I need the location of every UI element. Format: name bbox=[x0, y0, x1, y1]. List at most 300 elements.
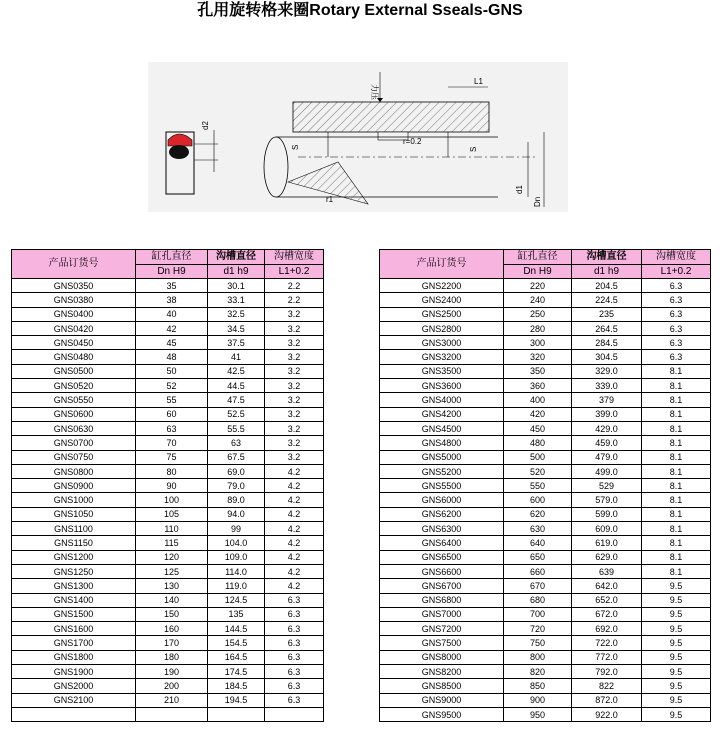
cell-groove: 339.0 bbox=[572, 379, 642, 393]
cell-groove: 32.5 bbox=[208, 307, 265, 321]
cell-groove: 224.5 bbox=[572, 293, 642, 307]
cell-code: GNS1250 bbox=[12, 564, 136, 578]
cell-bore: 480 bbox=[504, 436, 572, 450]
cell-width: 9.5 bbox=[642, 679, 711, 693]
cell-groove: 579.0 bbox=[572, 493, 642, 507]
cell-code: GNS4800 bbox=[380, 436, 504, 450]
table-row bbox=[380, 321, 711, 335]
cell-bore: 38 bbox=[136, 293, 208, 307]
header-groove-cn: 沟槽直径 bbox=[572, 250, 642, 265]
header-bore-cn: 缸孔直径 bbox=[504, 250, 572, 265]
cell-width: 4.2 bbox=[265, 579, 324, 593]
cell-groove: 379 bbox=[572, 393, 642, 407]
cell-code: GNS7200 bbox=[380, 622, 504, 636]
cell-groove: 459.0 bbox=[572, 436, 642, 450]
cell-groove: 235 bbox=[572, 307, 642, 321]
cell-width: 8.1 bbox=[642, 407, 711, 421]
spec-table-left bbox=[11, 249, 324, 722]
technical-drawing bbox=[148, 62, 568, 212]
cell-bore: 160 bbox=[136, 622, 208, 636]
cell-width: 9.5 bbox=[642, 650, 711, 664]
cell-bore: 950 bbox=[504, 707, 572, 721]
cell-width: 8.1 bbox=[642, 550, 711, 564]
cell-bore: 210 bbox=[136, 693, 208, 707]
cell-width: 4.2 bbox=[265, 564, 324, 578]
table-row bbox=[380, 407, 711, 421]
cell-width: 6.3 bbox=[642, 336, 711, 350]
cell-code: GNS0350 bbox=[12, 279, 136, 293]
table-row bbox=[12, 650, 324, 664]
cell-bore: 850 bbox=[504, 679, 572, 693]
table-row bbox=[12, 293, 324, 307]
cell-code: GNS5500 bbox=[380, 479, 504, 493]
header-groove-sym: d1 h9 bbox=[208, 265, 265, 279]
cell-width: 3.2 bbox=[265, 393, 324, 407]
cell-groove: 33.1 bbox=[208, 293, 265, 307]
table-row bbox=[12, 450, 324, 464]
cell-width: 8.1 bbox=[642, 464, 711, 478]
cell-bore: 40 bbox=[136, 307, 208, 321]
cell-code: GNS2100 bbox=[12, 693, 136, 707]
cell-width: 3.2 bbox=[265, 407, 324, 421]
cell-bore: 660 bbox=[504, 564, 572, 578]
table-row bbox=[12, 522, 324, 536]
cell-groove: 52.5 bbox=[208, 407, 265, 421]
cell-code: GNS9500 bbox=[380, 707, 504, 721]
table-row bbox=[12, 607, 324, 621]
cell-bore: 450 bbox=[504, 421, 572, 435]
table-row bbox=[12, 364, 324, 378]
table-row bbox=[380, 450, 711, 464]
header-width-cn: 沟槽宽度 bbox=[265, 250, 324, 265]
cell-width: 6.3 bbox=[642, 307, 711, 321]
cell-bore: 350 bbox=[504, 364, 572, 378]
dn-label: Dn bbox=[533, 196, 542, 207]
cell-width: 9.5 bbox=[642, 693, 711, 707]
cell-bore: 150 bbox=[136, 607, 208, 621]
cell-bore: 800 bbox=[504, 650, 572, 664]
cell-groove: 619.0 bbox=[572, 536, 642, 550]
cell-code: GNS6700 bbox=[380, 579, 504, 593]
cell-bore: 110 bbox=[136, 522, 208, 536]
table-row bbox=[12, 336, 324, 350]
cell-width: 6.3 bbox=[265, 693, 324, 707]
header-width-cn: 沟槽宽度 bbox=[642, 250, 711, 265]
cell-code: GNS2800 bbox=[380, 321, 504, 335]
table-row bbox=[380, 279, 711, 293]
cell-width: 6.3 bbox=[642, 293, 711, 307]
cell-code: GNS5000 bbox=[380, 450, 504, 464]
cell-groove: 772.0 bbox=[572, 650, 642, 664]
cell-bore: 670 bbox=[504, 579, 572, 593]
cell-bore bbox=[136, 707, 208, 721]
cell-code: GNS4500 bbox=[380, 421, 504, 435]
cell-bore: 680 bbox=[504, 593, 572, 607]
table-row bbox=[380, 679, 711, 693]
table-row bbox=[12, 636, 324, 650]
s-right-label: S bbox=[469, 146, 478, 152]
housing-section bbox=[293, 102, 538, 157]
cell-code bbox=[12, 707, 136, 721]
cell-width: 6.3 bbox=[642, 279, 711, 293]
pressure-label: 力压 bbox=[370, 84, 379, 100]
cell-width: 3.2 bbox=[265, 436, 324, 450]
header-groove-sym: d1 h9 bbox=[572, 265, 642, 279]
cell-width bbox=[265, 707, 324, 721]
cell-bore: 140 bbox=[136, 593, 208, 607]
cell-bore: 620 bbox=[504, 507, 572, 521]
table-row bbox=[12, 536, 324, 550]
cell-code: GNS6300 bbox=[380, 522, 504, 536]
cell-width: 8.1 bbox=[642, 450, 711, 464]
cell-width: 3.2 bbox=[265, 364, 324, 378]
cell-bore: 120 bbox=[136, 550, 208, 564]
cell-bore: 820 bbox=[504, 665, 572, 679]
cell-width: 9.5 bbox=[642, 622, 711, 636]
table-row bbox=[380, 665, 711, 679]
cell-bore: 55 bbox=[136, 393, 208, 407]
cell-width: 6.3 bbox=[265, 650, 324, 664]
cell-groove: 109.0 bbox=[208, 550, 265, 564]
table-row bbox=[380, 607, 711, 621]
table-row bbox=[380, 307, 711, 321]
table-row bbox=[12, 436, 324, 450]
d2-label: d2 bbox=[201, 121, 210, 130]
cell-code: GNS3000 bbox=[380, 336, 504, 350]
cell-width: 4.2 bbox=[265, 522, 324, 536]
cell-width: 8.1 bbox=[642, 479, 711, 493]
cell-bore: 550 bbox=[504, 479, 572, 493]
header-width-sym: L1+0.2 bbox=[642, 265, 711, 279]
cell-groove: 479.0 bbox=[572, 450, 642, 464]
cell-width: 9.5 bbox=[642, 607, 711, 621]
cell-groove: 399.0 bbox=[572, 407, 642, 421]
cell-code: GNS0500 bbox=[12, 364, 136, 378]
cell-groove: 692.0 bbox=[572, 622, 642, 636]
header-bore-sym: Dn H9 bbox=[504, 265, 572, 279]
table-row bbox=[380, 493, 711, 507]
table-row bbox=[380, 293, 711, 307]
cell-bore: 115 bbox=[136, 536, 208, 550]
cell-width: 2.2 bbox=[265, 279, 324, 293]
table-row bbox=[12, 679, 324, 693]
cell-groove: 922.0 bbox=[572, 707, 642, 721]
cell-code: GNS0380 bbox=[12, 293, 136, 307]
cell-code: GNS3500 bbox=[380, 364, 504, 378]
r02-label: r=0.2 bbox=[403, 137, 422, 146]
table-row bbox=[380, 536, 711, 550]
cell-width: 3.2 bbox=[265, 379, 324, 393]
cell-bore: 420 bbox=[504, 407, 572, 421]
cell-code: GNS0520 bbox=[12, 379, 136, 393]
cell-bore: 80 bbox=[136, 464, 208, 478]
cell-width: 8.1 bbox=[642, 379, 711, 393]
cell-groove: 629.0 bbox=[572, 550, 642, 564]
table-row bbox=[12, 279, 324, 293]
cell-bore: 720 bbox=[504, 622, 572, 636]
cell-width: 9.5 bbox=[642, 636, 711, 650]
cell-bore: 220 bbox=[504, 279, 572, 293]
cell-code: GNS9000 bbox=[380, 693, 504, 707]
cell-groove: 872.0 bbox=[572, 693, 642, 707]
cell-groove: 30.1 bbox=[208, 279, 265, 293]
table-row bbox=[380, 464, 711, 478]
cell-groove: 499.0 bbox=[572, 464, 642, 478]
cell-groove: 135 bbox=[208, 607, 265, 621]
cell-width: 9.5 bbox=[642, 707, 711, 721]
cell-code: GNS7500 bbox=[380, 636, 504, 650]
cell-groove: 79.0 bbox=[208, 479, 265, 493]
cell-width: 9.5 bbox=[642, 579, 711, 593]
header-code: 产品订货号 bbox=[380, 250, 504, 279]
cell-code: GNS4200 bbox=[380, 407, 504, 421]
cell-groove: 154.5 bbox=[208, 636, 265, 650]
cell-groove: 42.5 bbox=[208, 364, 265, 378]
cell-code: GNS6800 bbox=[380, 593, 504, 607]
table-row bbox=[380, 650, 711, 664]
cell-width: 6.3 bbox=[642, 321, 711, 335]
cell-bore: 60 bbox=[136, 407, 208, 421]
cell-code: GNS1900 bbox=[12, 665, 136, 679]
table-row bbox=[12, 579, 324, 593]
cell-bore: 75 bbox=[136, 450, 208, 464]
cell-width: 6.3 bbox=[265, 665, 324, 679]
table-row bbox=[12, 507, 324, 521]
table-row bbox=[12, 350, 324, 364]
cell-code: GNS0630 bbox=[12, 421, 136, 435]
cell-groove: 119.0 bbox=[208, 579, 265, 593]
table-row bbox=[12, 564, 324, 578]
cell-bore: 45 bbox=[136, 336, 208, 350]
table-row bbox=[380, 507, 711, 521]
cell-groove: 99 bbox=[208, 522, 265, 536]
table-row bbox=[12, 550, 324, 564]
cell-width: 8.1 bbox=[642, 436, 711, 450]
cell-code: GNS7000 bbox=[380, 607, 504, 621]
table-row bbox=[380, 707, 711, 721]
cell-groove: 609.0 bbox=[572, 522, 642, 536]
table-row bbox=[380, 550, 711, 564]
cell-groove: 599.0 bbox=[572, 507, 642, 521]
table-row bbox=[380, 622, 711, 636]
cell-code: GNS1000 bbox=[12, 493, 136, 507]
spec-table-right bbox=[379, 249, 711, 722]
table-row bbox=[380, 693, 711, 707]
cell-code: GNS2500 bbox=[380, 307, 504, 321]
cell-bore: 35 bbox=[136, 279, 208, 293]
cell-code: GNS8500 bbox=[380, 679, 504, 693]
cell-width: 8.1 bbox=[642, 507, 711, 521]
cell-bore: 100 bbox=[136, 493, 208, 507]
cell-code: GNS0600 bbox=[12, 407, 136, 421]
cell-code: GNS0550 bbox=[12, 393, 136, 407]
cell-bore: 630 bbox=[504, 522, 572, 536]
cell-bore: 300 bbox=[504, 336, 572, 350]
cell-code: GNS6200 bbox=[380, 507, 504, 521]
cell-width: 3.2 bbox=[265, 307, 324, 321]
cell-bore: 700 bbox=[504, 607, 572, 621]
cell-bore: 170 bbox=[136, 636, 208, 650]
cell-width: 3.2 bbox=[265, 350, 324, 364]
cell-code: GNS1600 bbox=[12, 622, 136, 636]
table-row bbox=[12, 707, 324, 721]
header-bore-sym: Dn H9 bbox=[136, 265, 208, 279]
cell-width: 8.1 bbox=[642, 493, 711, 507]
header-width-sym: L1+0.2 bbox=[265, 265, 324, 279]
table-row bbox=[12, 321, 324, 335]
cell-bore: 180 bbox=[136, 650, 208, 664]
cell-width: 6.3 bbox=[265, 679, 324, 693]
cell-bore: 105 bbox=[136, 507, 208, 521]
cell-bore: 500 bbox=[504, 450, 572, 464]
cell-groove: 63 bbox=[208, 436, 265, 450]
cell-bore: 48 bbox=[136, 350, 208, 364]
cell-width: 8.1 bbox=[642, 564, 711, 578]
cell-code: GNS0480 bbox=[12, 350, 136, 364]
cell-width: 3.2 bbox=[265, 450, 324, 464]
cell-width: 4.2 bbox=[265, 507, 324, 521]
l1-label: L1 bbox=[474, 77, 483, 86]
table-row bbox=[380, 593, 711, 607]
cell-code: GNS8000 bbox=[380, 650, 504, 664]
cell-code: GNS3600 bbox=[380, 379, 504, 393]
cell-code: GNS2000 bbox=[12, 679, 136, 693]
table-row bbox=[380, 336, 711, 350]
cell-width: 3.2 bbox=[265, 421, 324, 435]
cell-width: 6.3 bbox=[642, 350, 711, 364]
table-row bbox=[380, 379, 711, 393]
table-row bbox=[12, 593, 324, 607]
cell-groove: 144.5 bbox=[208, 622, 265, 636]
cell-groove: 164.5 bbox=[208, 650, 265, 664]
cell-code: GNS0400 bbox=[12, 307, 136, 321]
cell-code: GNS1800 bbox=[12, 650, 136, 664]
cell-code: GNS3200 bbox=[380, 350, 504, 364]
page-title: 孔用旋转格来圈Rotary External Sseals-GNS bbox=[197, 2, 523, 19]
cell-bore: 900 bbox=[504, 693, 572, 707]
cell-bore: 70 bbox=[136, 436, 208, 450]
header-bore-cn: 缸孔直径 bbox=[136, 250, 208, 265]
cell-code: GNS2400 bbox=[380, 293, 504, 307]
cell-width: 6.3 bbox=[265, 607, 324, 621]
table-row bbox=[12, 307, 324, 321]
cell-groove: 47.5 bbox=[208, 393, 265, 407]
cell-groove: 184.5 bbox=[208, 679, 265, 693]
table-row bbox=[12, 479, 324, 493]
cell-width: 3.2 bbox=[265, 321, 324, 335]
cell-width: 8.1 bbox=[642, 536, 711, 550]
cell-code: GNS1300 bbox=[12, 579, 136, 593]
cell-bore: 42 bbox=[136, 321, 208, 335]
cell-width: 2.2 bbox=[265, 293, 324, 307]
cell-groove: 284.5 bbox=[572, 336, 642, 350]
table-row bbox=[380, 436, 711, 450]
cell-width: 4.2 bbox=[265, 493, 324, 507]
cell-groove: 822 bbox=[572, 679, 642, 693]
table-row bbox=[380, 350, 711, 364]
cell-code: GNS0750 bbox=[12, 450, 136, 464]
cell-bore: 63 bbox=[136, 421, 208, 435]
table-row bbox=[380, 579, 711, 593]
cell-bore: 200 bbox=[136, 679, 208, 693]
cell-width: 9.5 bbox=[642, 665, 711, 679]
cell-code: GNS1400 bbox=[12, 593, 136, 607]
cell-width: 8.1 bbox=[642, 421, 711, 435]
cell-code: GNS8200 bbox=[380, 665, 504, 679]
cell-bore: 280 bbox=[504, 321, 572, 335]
cell-groove: 639 bbox=[572, 564, 642, 578]
table-row bbox=[380, 479, 711, 493]
table-row bbox=[380, 421, 711, 435]
cell-bore: 600 bbox=[504, 493, 572, 507]
cell-groove: 329.0 bbox=[572, 364, 642, 378]
header-groove-cn: 沟槽直径 bbox=[208, 250, 265, 265]
cell-code: GNS0420 bbox=[12, 321, 136, 335]
cell-groove: 37.5 bbox=[208, 336, 265, 350]
table-row bbox=[12, 493, 324, 507]
cell-groove: 722.0 bbox=[572, 636, 642, 650]
cell-groove: 194.5 bbox=[208, 693, 265, 707]
table-row bbox=[380, 564, 711, 578]
cell-bore: 250 bbox=[504, 307, 572, 321]
cell-code: GNS6500 bbox=[380, 550, 504, 564]
cell-code: GNS1200 bbox=[12, 550, 136, 564]
cell-code: GNS0450 bbox=[12, 336, 136, 350]
d1-label: d1 bbox=[515, 185, 524, 194]
table-row bbox=[380, 364, 711, 378]
table-row bbox=[12, 693, 324, 707]
cell-groove: 264.5 bbox=[572, 321, 642, 335]
cell-width: 8.1 bbox=[642, 522, 711, 536]
s-left-label: S bbox=[291, 144, 300, 150]
cell-groove: 174.5 bbox=[208, 665, 265, 679]
cell-width: 6.3 bbox=[265, 593, 324, 607]
cell-bore: 190 bbox=[136, 665, 208, 679]
table-row bbox=[380, 522, 711, 536]
cell-code: GNS6000 bbox=[380, 493, 504, 507]
cell-groove: 642.0 bbox=[572, 579, 642, 593]
cell-code: GNS0900 bbox=[12, 479, 136, 493]
cell-bore: 360 bbox=[504, 379, 572, 393]
cell-groove: 529 bbox=[572, 479, 642, 493]
r1-label: r1 bbox=[326, 195, 334, 204]
table-row bbox=[12, 421, 324, 435]
cell-width: 6.3 bbox=[265, 622, 324, 636]
cell-code: GNS4000 bbox=[380, 393, 504, 407]
cell-width: 8.1 bbox=[642, 393, 711, 407]
cell-width: 6.3 bbox=[265, 636, 324, 650]
cell-width: 4.2 bbox=[265, 464, 324, 478]
cell-groove: 672.0 bbox=[572, 607, 642, 621]
cell-groove: 69.0 bbox=[208, 464, 265, 478]
table-row bbox=[380, 636, 711, 650]
table-row bbox=[12, 464, 324, 478]
cell-groove: 124.5 bbox=[208, 593, 265, 607]
cell-width: 4.2 bbox=[265, 550, 324, 564]
cell-code: GNS1050 bbox=[12, 507, 136, 521]
cell-groove: 114.0 bbox=[208, 564, 265, 578]
cell-bore: 130 bbox=[136, 579, 208, 593]
cell-groove: 792.0 bbox=[572, 665, 642, 679]
cell-bore: 125 bbox=[136, 564, 208, 578]
cell-code: GNS6400 bbox=[380, 536, 504, 550]
cell-bore: 320 bbox=[504, 350, 572, 364]
cell-groove: 55.5 bbox=[208, 421, 265, 435]
table-row bbox=[12, 379, 324, 393]
cell-code: GNS1500 bbox=[12, 607, 136, 621]
cell-groove: 67.5 bbox=[208, 450, 265, 464]
cell-bore: 50 bbox=[136, 364, 208, 378]
